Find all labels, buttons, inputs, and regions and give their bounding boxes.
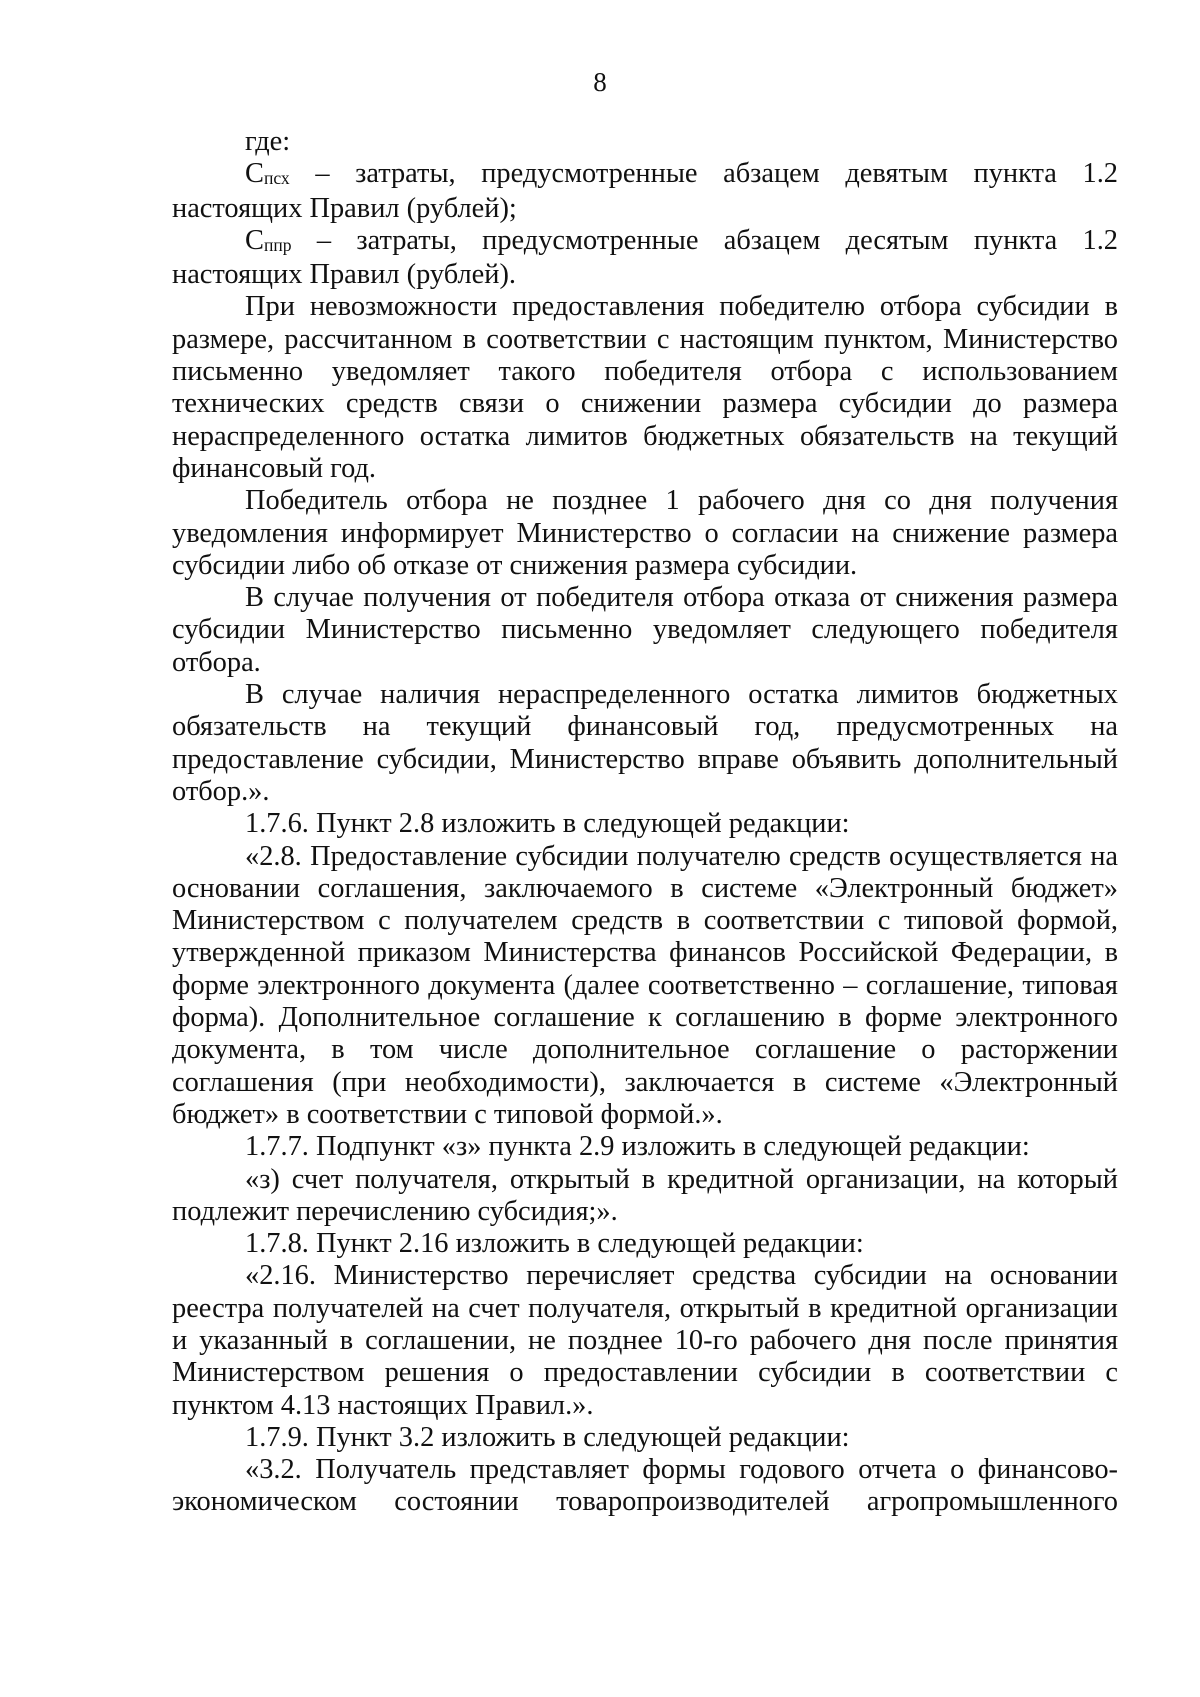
symbol-c: С xyxy=(245,224,264,256)
intro-line: где: xyxy=(245,126,291,157)
paragraph: В случае наличия нераспределенного остатка лимитов бюджетных обязательств на текущий финансовый год, предусмотренных на предоставление субсидии, Министерство вправе объявить дополнительный отбор.». xyxy=(172,679,1118,807)
amendment-heading: 1.7.7. Подпункт «з» пункта 2.9 изложить в следующей редакции: xyxy=(245,1131,1030,1163)
paragraph: При невозможности предоставления победителю отбора субсидии в размере, рассчитанном в соответствии с настоящим пунктом, Министерство письменно уведомляет такого победителя отбора с использованием технических средств связи о снижении размера субсидии до размера нераспределенного остатка лимитов бюджетных обязательств на текущий финансовый год. xyxy=(172,291,1118,484)
page-number: 8 xyxy=(593,67,607,97)
paragraph-continued: «3.2. Получатель представляет формы годового отчета о финансово-экономическом состоянии товаропроизводителей агропромышленного xyxy=(172,1454,1118,1518)
paragraph: Победитель отбора не позднее 1 рабочего дня со дня получения уведомления информирует Министерство о согласии на снижение размера субсидии либо об отказе от снижения размера субсидии. xyxy=(172,485,1118,581)
subscript-psh: псх xyxy=(263,168,290,189)
amendment-heading: 1.7.8. Пункт 2.16 изложить в следующей редакции: xyxy=(245,1228,864,1260)
symbol-c: С xyxy=(245,158,264,190)
subscript-ppr: ппр xyxy=(263,234,292,255)
document-body xyxy=(172,126,1118,1519)
definition-c-ppr xyxy=(172,225,1118,292)
paragraph: «2.16. Министерство перечисляет средства субсидии на основании реестра получателей на счет получателя, открытый в кредитной организации и указанный в соглашении, не позднее 10-го рабочего дня после принятия Министерством решения о предоставлении субсидии в соответствии с пунктом 4.13 настоящих Правил.». xyxy=(172,1260,1118,1421)
paragraph: «з) счет получателя, открытый в кредитной организации, на который подлежит перечислению субсидия;». xyxy=(172,1163,1118,1227)
definition-c-psh xyxy=(172,158,1118,225)
amendment-heading: 1.7.9. Пункт 3.2 изложить в следующей редакции: xyxy=(245,1421,850,1453)
paragraph: «2.8. Предоставление субсидии получателю средств осуществляется на основании соглашения, заключаемого в системе «Электронный бюджет» Министерством с получателем средств в соответствии с типовой формой, утвержденной приказом Министерства финансов Российской Федерации, в форме электронного документа (далее соответственно – соглашение, типовая форма). Дополнительное соглашение к соглашению в форме электронного документа, в том числе дополнительное соглашение о расторжении соглашения (при необходимости), заключается в системе «Электронный бюджет» в соответствии с типовой формой.». xyxy=(172,840,1118,1130)
definition-text: – затраты, предусмотренные абзацем десятым пункта 1.2 настоящих Правил (рублей). xyxy=(172,224,1118,291)
paragraph: В случае получения от победителя отбора отказа от снижения размера субсидии Министерство письменно уведомляет следующего победителя отбора. xyxy=(172,582,1118,678)
definition-text: – затраты, предусмотренные абзацем девятым пункта 1.2 настоящих Правил (рублей); xyxy=(172,158,1118,224)
amendment-heading: 1.7.6. Пункт 2.8 изложить в следующей редакции: xyxy=(245,808,850,840)
